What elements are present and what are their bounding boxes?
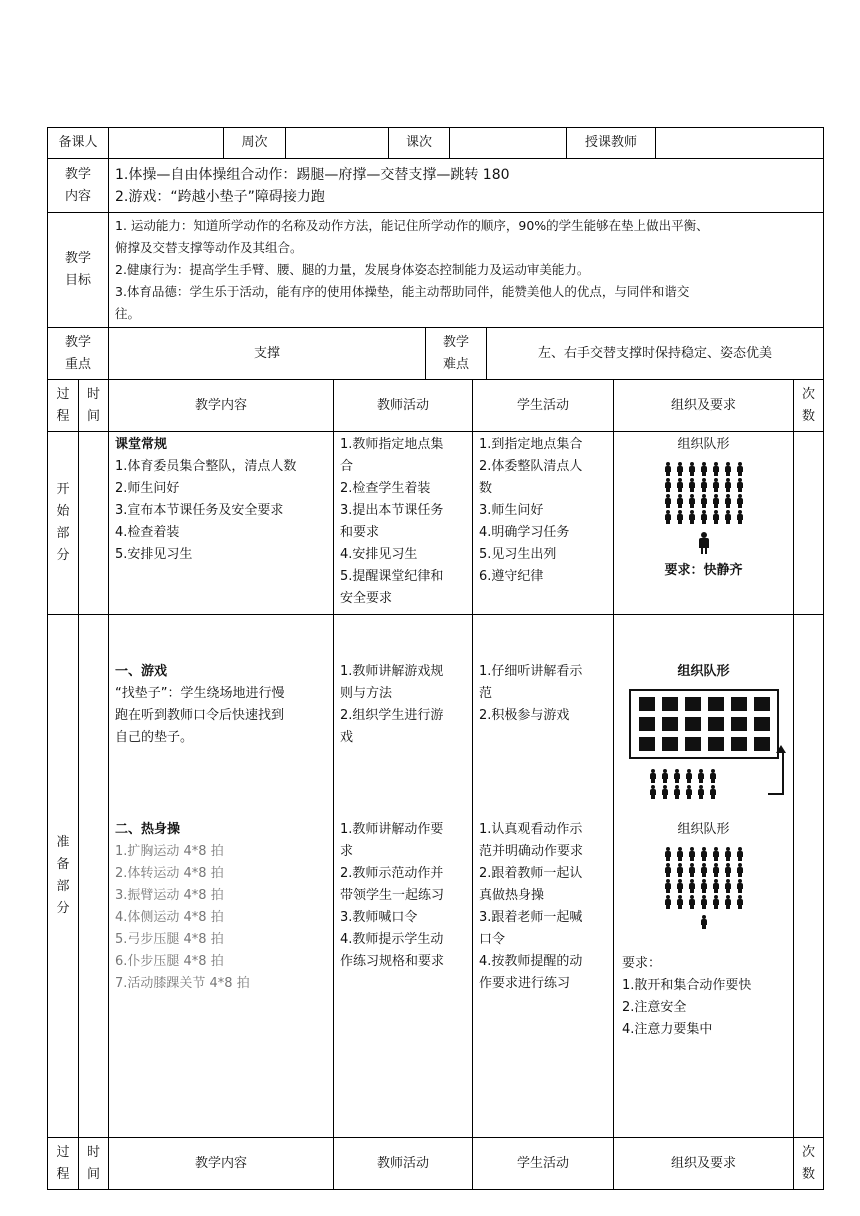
teacher-label: 授课教师 <box>566 127 656 159</box>
student-figure-icon <box>713 478 719 492</box>
goals-body: 1. 运动能力：知道所学动作的名称及动作方法，能记住所学动作的顺序，90%的学生能够在垫上做出平衡、 俯撑及交替支撑等动作及其组合。 2.健康行为：提高学生手臂、腰、腿的力量，发展身体姿态控制能力及运动审美能力。 3.体育品德：学生乐于活动，能有序的使用体操垫，能主动帮助同伴，能赞美他人的优点，与同伴和谐交 往。 <box>108 212 824 328</box>
student-figure-icon <box>686 785 692 799</box>
student-figure-icon <box>713 462 719 476</box>
mat-square-icon <box>685 717 701 731</box>
student-figure-icon <box>665 895 671 909</box>
formation-row <box>665 863 743 877</box>
mat-square-icon <box>708 697 724 711</box>
student-figure-icon <box>737 847 743 861</box>
student-figure-icon <box>725 879 731 893</box>
teacher-figure-icon <box>699 532 709 554</box>
student-figure-icon <box>689 478 695 492</box>
formation-row <box>665 494 743 508</box>
student-figure-icon <box>698 785 704 799</box>
key-point-label: 教学 重点 <box>47 327 109 380</box>
start-student-activity: 1.到指定地点集合 2.体委整队清点人 数 3.师生问好 4.明确学习任务 5.见习生出列 6.遵守纪律 <box>472 431 614 615</box>
col-times-repeat: 次 数 <box>793 1137 824 1190</box>
student-figure-icon <box>701 879 707 893</box>
content-label: 教学 内容 <box>47 158 109 213</box>
mat-square-icon <box>662 717 678 731</box>
student-figure-icon <box>701 847 707 861</box>
student-figure-icon <box>677 879 683 893</box>
teacher-value[interactable] <box>655 127 824 159</box>
student-figure-icon <box>713 494 719 508</box>
student-figure-icon <box>713 863 719 877</box>
student-figure-icon <box>665 863 671 877</box>
game-student-formation <box>650 767 716 801</box>
prep-student-activity: 1.仔细听讲解看示 范 2.积极参与游戏 1.认真观看动作示 范并明确动作要求 2.跟着教师一起认 真做热身操 3.跟着老师一起喊 口令 4.按教师提醒的动 作要求进行练习 <box>472 614 614 1138</box>
col-process-repeat: 过 程 <box>47 1137 79 1190</box>
week-label: 周次 <box>223 127 286 159</box>
start-content: 课堂常规 1.体育委员集合整队，清点人数 2.师生问好 3.宣布本节课任务及安全要求 4.检查着装 5.安排见习生 <box>108 431 334 615</box>
arrow-head-icon <box>776 745 786 753</box>
running-path-arrow-icon <box>768 753 784 795</box>
content-body: 1.体操—自由体操组合动作：踢腿—府撑—交替支撑—跳转 180 2.游戏：“跨越小垫子”障碍接力跑 <box>108 158 824 213</box>
prep-organization: 组织队形 组织队形 要求： 1.散开和集合动作要快 2.注意安全 4.注意力要集中 <box>613 614 794 1138</box>
mat-square-icon <box>708 717 724 731</box>
student-figure-icon <box>737 510 743 524</box>
goals-label: 教学 目标 <box>47 212 109 328</box>
student-figure-icon <box>689 863 695 877</box>
student-figure-icon <box>701 462 707 476</box>
student-figure-icon <box>701 895 707 909</box>
student-figure-icon <box>674 785 680 799</box>
formation-title: 组织队形 <box>677 437 730 452</box>
col-teacher: 教师活动 <box>333 379 473 432</box>
mat-square-icon <box>754 737 770 751</box>
student-formation <box>665 460 743 526</box>
student-figure-icon <box>677 863 683 877</box>
col-times: 次 数 <box>793 379 824 432</box>
student-figure-icon <box>701 863 707 877</box>
col-content: 教学内容 <box>108 379 334 432</box>
col-time: 时 间 <box>78 379 109 432</box>
key-point-value: 支撑 <box>108 327 426 380</box>
student-figure-icon <box>689 510 695 524</box>
student-figure-icon <box>725 847 731 861</box>
game-formation-title: 组织队形 <box>677 664 730 679</box>
difficulty-label: 教学 难点 <box>425 327 487 380</box>
student-figure-icon <box>737 879 743 893</box>
student-figure-icon <box>662 785 668 799</box>
student-figure-icon <box>686 769 692 783</box>
student-figure-icon <box>677 478 683 492</box>
student-figure-icon <box>710 769 716 783</box>
mat-square-icon <box>731 737 747 751</box>
formation-row <box>665 478 743 492</box>
formation-row <box>665 510 743 524</box>
prep-teacher-activity: 1.教师讲解游戏规 则与方法 2.组织学生进行游 戏 1.教师讲解动作要 求 2.教师示范动作并 带领学生一起练习 3.教师喊口令 4.教师提示学生动 作练习规格和要求 <box>333 614 473 1138</box>
student-figure-icon <box>650 785 656 799</box>
student-figure-icon <box>689 847 695 861</box>
student-figure-icon <box>701 494 707 508</box>
student-figure-icon <box>725 462 731 476</box>
student-figure-icon <box>650 769 656 783</box>
student-figure-icon <box>662 769 668 783</box>
mat-square-icon <box>685 697 701 711</box>
mat-square-icon <box>731 697 747 711</box>
week-value[interactable] <box>285 127 389 159</box>
formation-row <box>665 895 743 909</box>
student-figure-icon <box>737 863 743 877</box>
col-time-repeat: 时 间 <box>78 1137 109 1190</box>
start-teacher-activity: 1.教师指定地点集 合 2.检查学生着装 3.提出本节课任务 和要求 4.安排见习生 5.提醒课堂纪律和 安全要求 <box>333 431 473 615</box>
student-figure-icon <box>665 879 671 893</box>
col-student-repeat: 学生活动 <box>472 1137 614 1190</box>
student-figure-icon <box>689 895 695 909</box>
formation-row <box>665 847 743 861</box>
formation-requirement: 要求：快静齐 <box>664 563 743 578</box>
mat-square-icon <box>662 737 678 751</box>
col-organization: 组织及要求 <box>613 379 794 432</box>
mat-square-icon <box>731 717 747 731</box>
student-figure-icon <box>725 478 731 492</box>
formation-row <box>665 462 743 476</box>
student-figure-icon <box>737 895 743 909</box>
start-times <box>793 431 824 615</box>
start-section-label: 开 始 部 分 <box>47 431 79 615</box>
student-figure-icon <box>665 478 671 492</box>
prep-content: 一、游戏 “找垫子”：学生绕场地进行慢 跑在听到教师口令后快速找到 自己的垫子。 二、热身操 1.扩胸运动 4*8 拍 2.体转运动 4*8 拍 3.振臂运动 4*8 拍 4.体侧运动 4*8 拍 5.弓步压腿 4*8 拍 6.仆步压腿 4*8 拍 7.活动膝踝关节 4*8 拍 <box>108 614 334 1138</box>
warmup-formation-title: 组织队形 <box>677 822 730 837</box>
student-figure-icon <box>677 494 683 508</box>
student-figure-icon <box>674 769 680 783</box>
mat-square-icon <box>639 697 655 711</box>
student-figure-icon <box>725 494 731 508</box>
student-figure-icon <box>677 895 683 909</box>
student-figure-icon <box>677 847 683 861</box>
student-figure-icon <box>737 478 743 492</box>
student-figure-icon <box>701 510 707 524</box>
mat-square-icon <box>685 737 701 751</box>
student-figure-icon <box>737 494 743 508</box>
mat-square-icon <box>662 697 678 711</box>
mat-square-icon <box>754 697 770 711</box>
student-figure-icon <box>689 462 695 476</box>
mat-square-icon <box>639 737 655 751</box>
student-figure-icon <box>689 879 695 893</box>
student-figure-icon <box>689 494 695 508</box>
formation-row <box>650 769 716 783</box>
student-figure-icon <box>665 847 671 861</box>
student-figure-icon <box>665 510 671 524</box>
student-figure-icon <box>713 847 719 861</box>
student-figure-icon <box>665 494 671 508</box>
lesson-no-value[interactable] <box>449 127 567 159</box>
student-figure-icon <box>725 510 731 524</box>
student-figure-icon <box>725 895 731 909</box>
formation-row <box>650 785 716 799</box>
student-figure-icon <box>701 478 707 492</box>
student-figure-icon <box>737 462 743 476</box>
student-figure-icon <box>713 510 719 524</box>
formation-row <box>665 879 743 893</box>
mat-square-icon <box>639 717 655 731</box>
col-student: 学生活动 <box>472 379 614 432</box>
mat-grid <box>629 689 779 759</box>
col-teacher-repeat: 教师活动 <box>333 1137 473 1190</box>
teacher-figure-icon <box>701 915 707 929</box>
lesson-no-label: 课次 <box>388 127 450 159</box>
prep-section-label: 准 备 部 分 <box>47 614 79 1138</box>
preparer-label: 备课人 <box>47 127 109 159</box>
student-figure-icon <box>710 785 716 799</box>
mat-square-icon <box>708 737 724 751</box>
student-figure-icon <box>713 895 719 909</box>
col-process: 过 程 <box>47 379 79 432</box>
start-organization <box>613 431 794 615</box>
start-time <box>78 431 109 615</box>
student-figure-icon <box>725 863 731 877</box>
warmup-student-formation <box>665 845 743 911</box>
difficulty-value: 左、右手交替支撑时保持稳定、姿态优美 <box>486 327 824 380</box>
mat-square-icon <box>754 717 770 731</box>
prep-times <box>793 614 824 1138</box>
col-organization-repeat: 组织及要求 <box>613 1137 794 1190</box>
student-figure-icon <box>677 510 683 524</box>
prep-time <box>78 614 109 1138</box>
student-figure-icon <box>665 462 671 476</box>
student-figure-icon <box>677 462 683 476</box>
student-figure-icon <box>698 769 704 783</box>
preparer-value[interactable] <box>108 127 224 159</box>
student-figure-icon <box>713 879 719 893</box>
col-content-repeat: 教学内容 <box>108 1137 334 1190</box>
